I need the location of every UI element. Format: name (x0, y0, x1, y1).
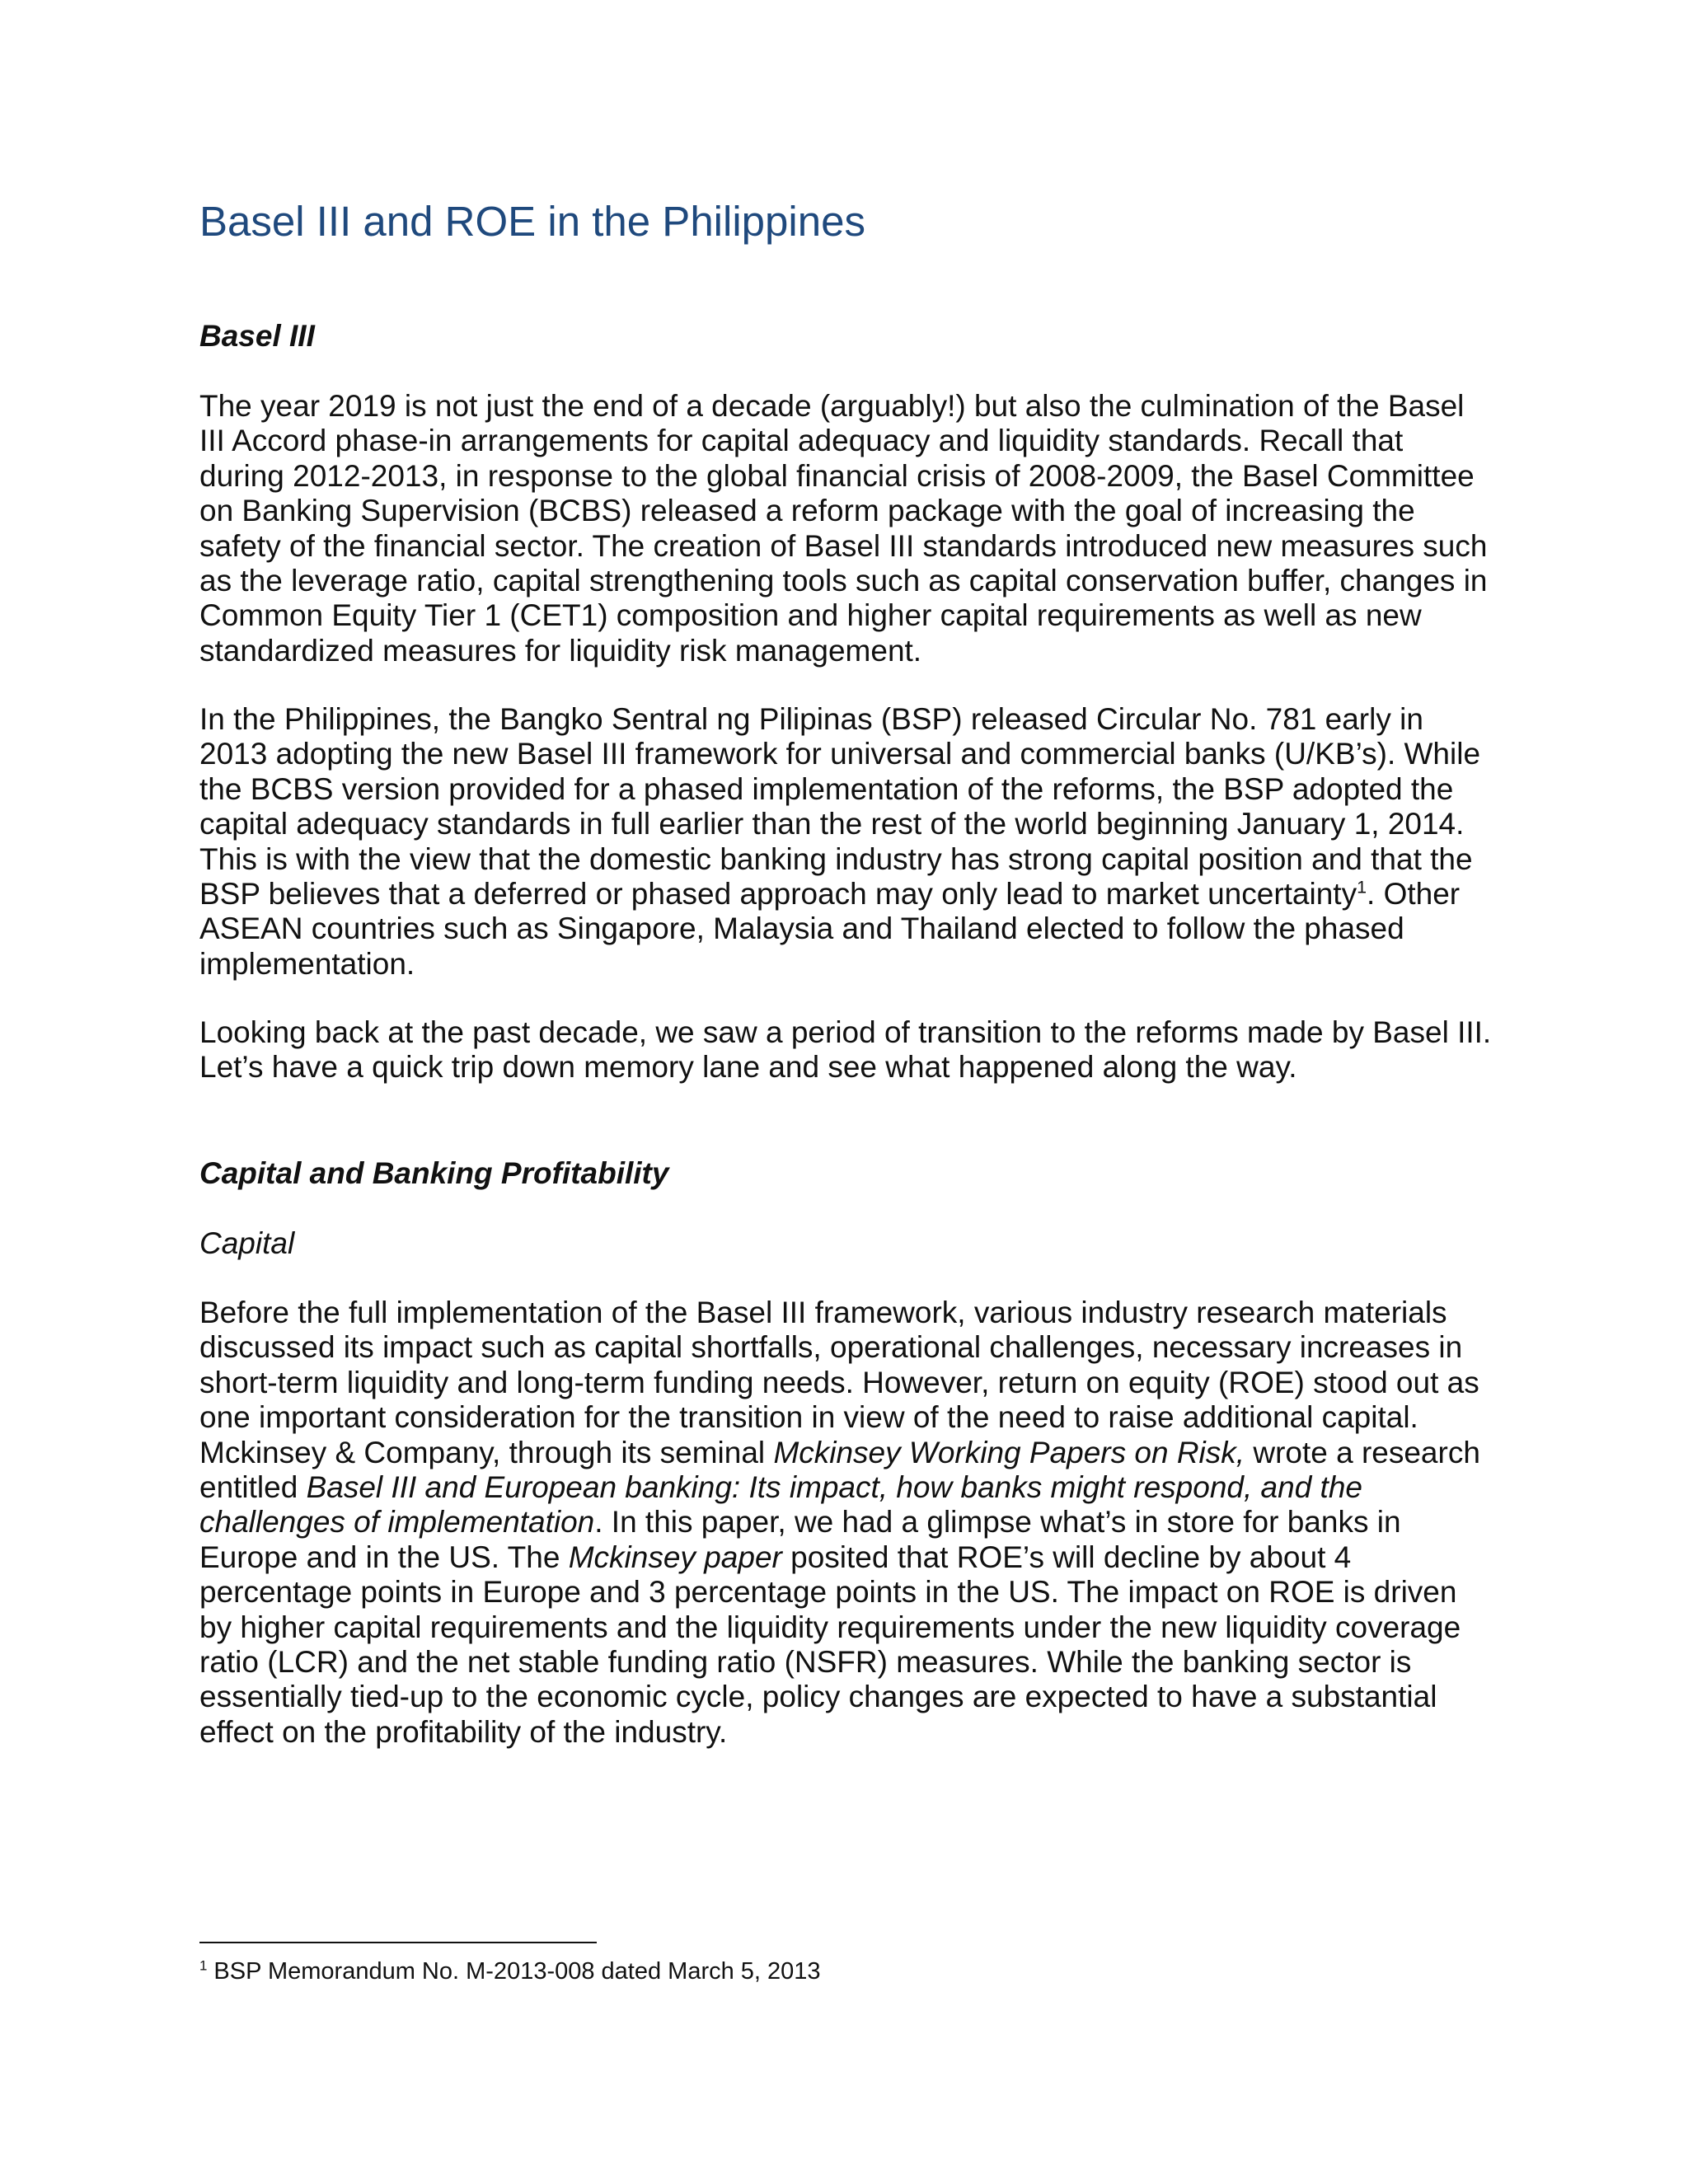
text-line: the BCBS version provided for a phased implementation of the reforms, the BSP adopted the (199, 771, 1454, 806)
text-line: safety of the financial sector. The creation of Basel III standards introduced new measures such (199, 528, 1488, 563)
section-heading-basel-iii: Basel III (199, 319, 315, 353)
text-line: standardized measures for liquidity risk management. (199, 633, 922, 668)
text-span: . In this paper, we had a glimpse what’s in store for banks in (594, 1505, 1401, 1540)
text-line: 2013 adopting the new Basel III framework for universal and commercial banks (U/KB’s). While (199, 737, 1481, 771)
footnote (199, 1957, 821, 1986)
text-line: Before the full implementation of the Basel III framework, various industry research materials (199, 1296, 1447, 1329)
text-line: during 2012-2013, in response to the global financial crisis of 2008-2009, the Basel Committee (199, 458, 1475, 493)
text-span: posited that ROE’s will decline by about 4 (781, 1540, 1352, 1574)
text-line: by higher capital requirements and the liquidity requirements under the new liquidity coverage (199, 1610, 1461, 1644)
text-line: capital adequacy standards in full earlier than the rest of the world beginning January 1, 2014. (199, 807, 1465, 841)
text-line: Common Equity Tier 1 (CET1) composition and higher capital requirements as well as new (199, 598, 1422, 633)
footnote-text: BSP Memorandum No. M-2013-008 dated March 5, 2013 (207, 1958, 821, 1985)
text-line (199, 1436, 1502, 1470)
text-line: Looking back at the past decade, we saw a period of transition to the reforms made by Basel III. (199, 1015, 1492, 1049)
section-heading-capital-profitability: Capital and Banking Profitability (199, 1156, 669, 1190)
text-line: effect on the profitability of the industry. (199, 1714, 728, 1749)
subheading-capital: Capital (199, 1226, 295, 1260)
text-span: wrote a research (1245, 1435, 1480, 1469)
text-line: In the Philippines, the Bangko Sentral ng Pilipinas (BSP) released Circular No. 781 early in (199, 702, 1423, 736)
text-line: The year 2019 is not just the end of a decade (arguably!) but also the culmination of the Basel (199, 389, 1465, 423)
text-line (199, 1540, 1502, 1575)
italic-title: Mckinsey Working Papers on Risk, (773, 1435, 1245, 1469)
text-span: BSP believes that a deferred or phased approach may only lead to market uncertainty (199, 877, 1357, 912)
italic-title: Basel III and European banking: Its impact, how banks might respond, and the (306, 1470, 1362, 1505)
italic-title: challenges of implementation (199, 1505, 595, 1540)
paragraph-capital (199, 1296, 1502, 1750)
text-line: Let’s have a quick trip down memory lane and see what happened along the way. (199, 1050, 1297, 1085)
paragraph-looking-back (199, 1015, 1502, 1085)
text-span: Europe and in the US. The (199, 1540, 569, 1574)
text-line: one important consideration for the transition in view of the need to raise additional capital. (199, 1400, 1418, 1435)
text-line: discussed its impact such as capital shortfalls, operational challenges, necessary increases in (199, 1330, 1463, 1365)
page-title: Basel III and ROE in the Philippines (199, 198, 865, 245)
italic-title: Mckinsey paper (568, 1540, 782, 1574)
text-line (199, 1505, 1502, 1540)
text-line: This is with the view that the domestic banking industry has strong capital position and that the (199, 841, 1473, 876)
footnote-reference[interactable]: 1 (1357, 877, 1367, 898)
text-line: ASEAN countries such as Singapore, Malaysia and Thailand elected to follow the phased (199, 912, 1404, 946)
footnote-number: 1 (199, 1957, 208, 1974)
text-line: as the leverage ratio, capital strengthening tools such as capital conservation buffer, changes in (199, 564, 1488, 598)
footnote-separator (199, 1942, 597, 1943)
paragraph-philippines (199, 702, 1502, 982)
text-line: III Accord phase-in arrangements for capital adequacy and liquidity standards. Recall that (199, 424, 1404, 458)
paragraph-basel-intro (199, 389, 1502, 668)
text-line: percentage points in Europe and 3 percentage points in the US. The impact on ROE is driven (199, 1575, 1457, 1610)
text-line (199, 877, 1502, 912)
text-span: . Other (1367, 877, 1461, 912)
text-line: essentially tied-up to the economic cycle, policy changes are expected to have a substantial (199, 1680, 1437, 1714)
text-span: entitled (199, 1470, 307, 1505)
text-line: implementation. (199, 946, 415, 981)
text-span: Mckinsey & Company, through its seminal (199, 1435, 774, 1469)
text-line (199, 1470, 1502, 1505)
text-line: short-term liquidity and long-term funding needs. However, return on equity (ROE) stood out as (199, 1365, 1479, 1399)
text-line: on Banking Supervision (BCBS) released a reform package with the goal of increasing the (199, 494, 1415, 528)
text-line: ratio (LCR) and the net stable funding ratio (NSFR) measures. While the banking sector is (199, 1645, 1412, 1680)
